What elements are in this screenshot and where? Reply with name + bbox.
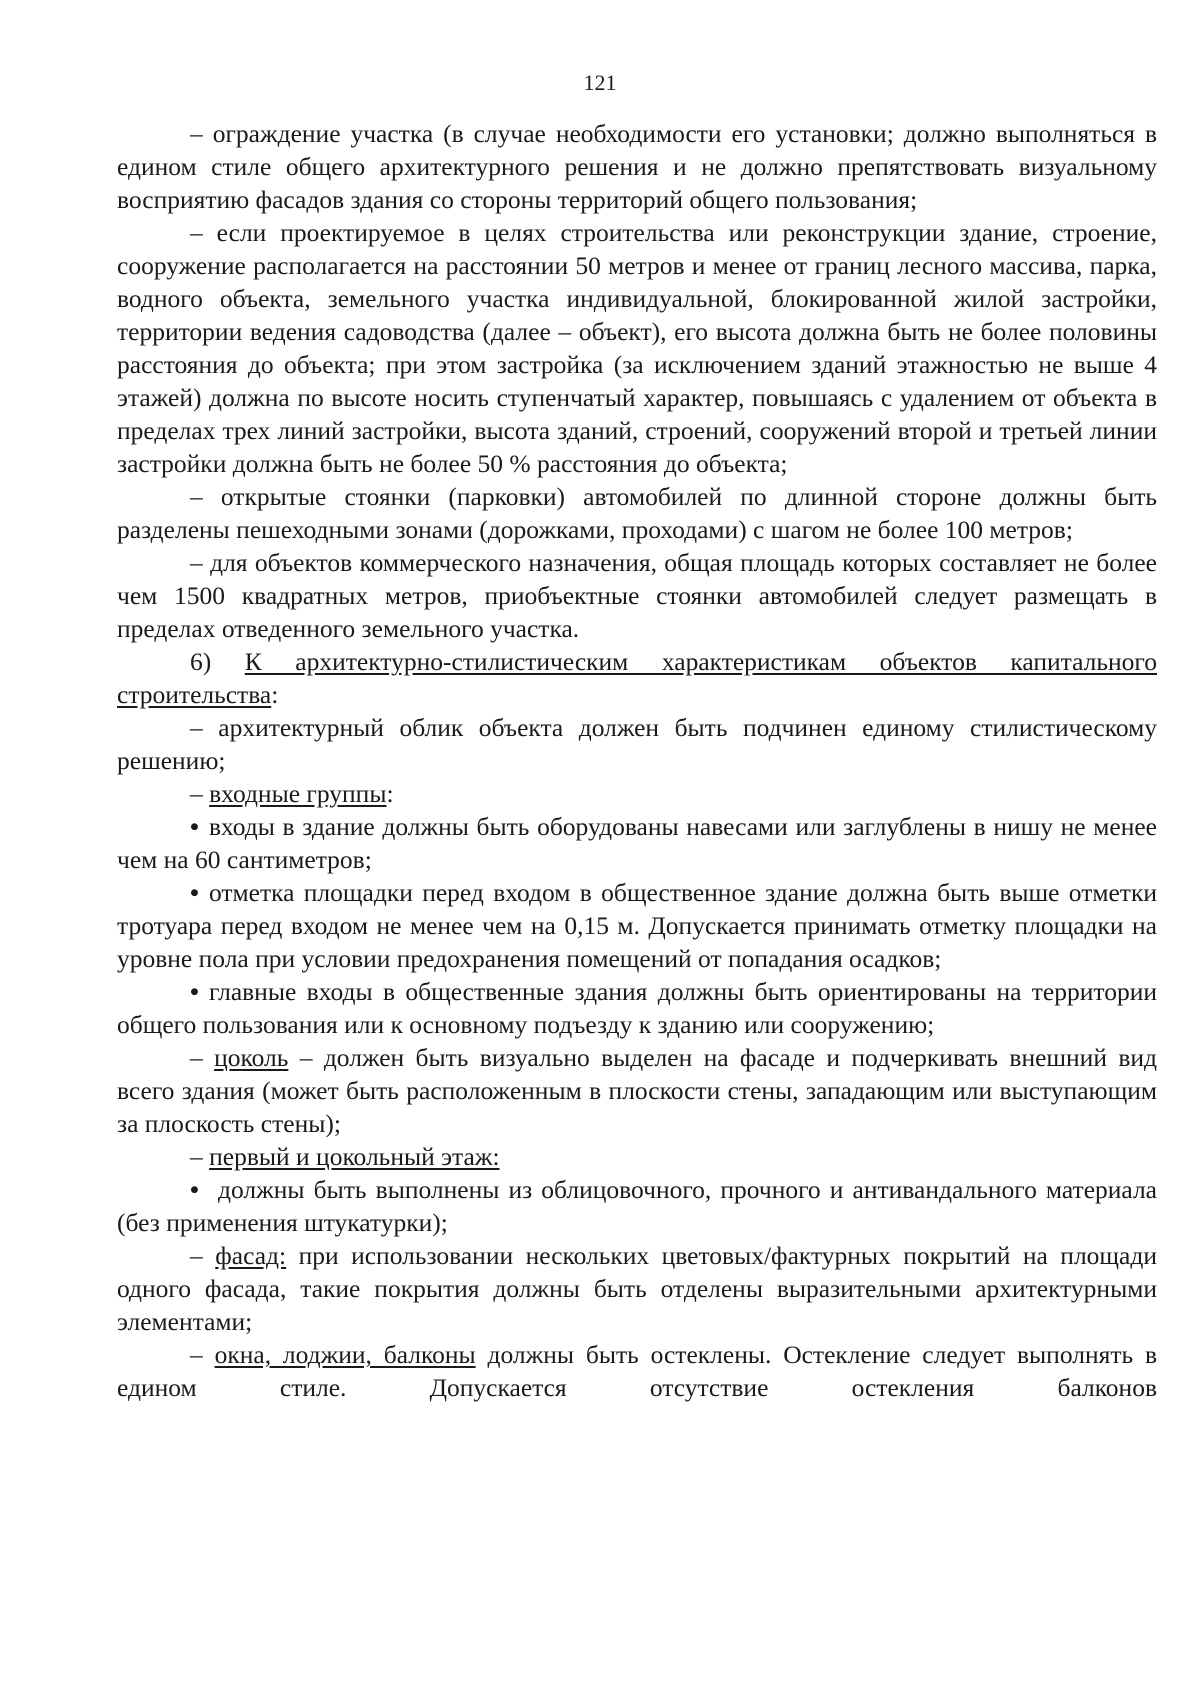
paragraph-text-tail: : bbox=[271, 680, 279, 709]
paragraph-text-tail: – должен быть визуально выделен на фасаде и подчеркивать внешний вид всего здания (может быть расположенным в плоскости стены, западающим или выступающим за плоскость стены); bbox=[117, 1043, 1157, 1138]
paragraph bbox=[117, 711, 1157, 777]
paragraph bbox=[117, 1041, 1157, 1140]
paragraph-text: должны быть выполнены из облицовочного, прочного и антивандального материала (без применения штукатурки); bbox=[117, 1175, 1157, 1237]
document-body bbox=[117, 117, 1157, 1404]
page-number: 121 bbox=[583, 70, 617, 95]
underlined-heading: окна, лоджии, балконы bbox=[214, 1340, 476, 1369]
bullet-paragraph bbox=[117, 975, 1157, 1041]
paragraph bbox=[117, 480, 1157, 546]
paragraph bbox=[117, 1239, 1157, 1338]
paragraph bbox=[117, 117, 1157, 216]
paragraph bbox=[117, 645, 1157, 711]
paragraph bbox=[117, 1338, 1157, 1404]
bullet-paragraph bbox=[117, 1173, 1157, 1239]
paragraph-text: – архитектурный облик объекта должен быть подчинен единому стилистическому решению; bbox=[117, 713, 1157, 775]
paragraph-text: – bbox=[190, 1043, 215, 1072]
bullet-paragraph bbox=[117, 810, 1157, 876]
paragraph-text-tail: должны быть остеклены. Остекление следует выполнять в едином стиле. Допускается отсутствие остекления балконов bbox=[117, 1340, 1157, 1402]
paragraph-text: – для объектов коммерческого назначения, общая площадь которых составляет не более чем 1500 квадратных метров, приобъектные стоянки автомобилей следует размещать в пределах отведенного земельного участка. bbox=[117, 548, 1157, 643]
paragraph-text: входы в здание должны быть оборудованы навесами или заглублены в нишу не менее чем на 60 сантиметров; bbox=[117, 812, 1157, 874]
underlined-heading: цоколь bbox=[214, 1043, 289, 1072]
paragraph-text: – bbox=[190, 1142, 210, 1171]
underlined-heading: К архитектурно-стилистическим характеристикам объектов капитального строительства bbox=[117, 647, 1157, 709]
paragraph-text: – bbox=[190, 1241, 216, 1270]
paragraph-text: 6) bbox=[190, 647, 245, 676]
paragraph-text: – ограждение участка (в случае необходимости его установки; должно выполняться в едином стиле общего архитектурного решения и не должно препятствовать визуальному восприятию фасадов здания со стороны территорий общего пользования; bbox=[117, 119, 1157, 214]
paragraph bbox=[117, 1140, 1157, 1173]
paragraph bbox=[117, 777, 1157, 810]
paragraph-text: – если проектируемое в целях строительства или реконструкции здание, строение, сооружение располагается на расстоянии 50 метров и менее от границ лесного массива, парка, водного объекта, земельного участка индивидуальной, блокированной жилой застройки, территории ведения садоводства (далее – объект), его высота должна быть не более половины расстояния до объекта; при этом застройка (за исключением зданий этажностью не выше 4 этажей) должна по высоте носить ступенчатый характер, повышаясь с удалением от объекта в пределах трех линий застройки, высота зданий, строений, сооружений второй и третьей линии застройки должна быть не более 50 % расстояния до объекта; bbox=[117, 218, 1157, 478]
paragraph-text: главные входы в общественные здания должны быть ориентированы на территории общего пользования или к основному подъезду к зданию или сооружению; bbox=[117, 977, 1157, 1039]
paragraph-text: – открытые стоянки (парковки) автомобилей по длинной стороне должны быть разделены пешеходными зонами (дорожками, проходами) с шагом не более 100 метров; bbox=[117, 482, 1157, 544]
paragraph bbox=[117, 546, 1157, 645]
paragraph-text-tail: : bbox=[386, 779, 394, 808]
underlined-heading: входные группы bbox=[209, 779, 387, 808]
paragraph-text: – bbox=[190, 1340, 215, 1369]
bullet-paragraph bbox=[117, 876, 1157, 975]
paragraph-text-tail: при использовании нескольких цветовых/фактурных покрытий на площади одного фасада, такие покрытия должны быть отделены выразительными архитектурными элементами; bbox=[117, 1241, 1157, 1336]
underlined-heading: первый и цокольный этаж: bbox=[209, 1142, 500, 1171]
paragraph-text: отметка площадки перед входом в общественное здание должна быть выше отметки тротуара перед входом не менее чем на 0,15 м. Допускается принимать отметку площадки на уровне пола при условии предохранения помещений от попадания осадков; bbox=[117, 878, 1157, 973]
underlined-heading: фасад: bbox=[215, 1241, 287, 1270]
paragraph-text: – bbox=[190, 779, 210, 808]
paragraph bbox=[117, 216, 1157, 480]
